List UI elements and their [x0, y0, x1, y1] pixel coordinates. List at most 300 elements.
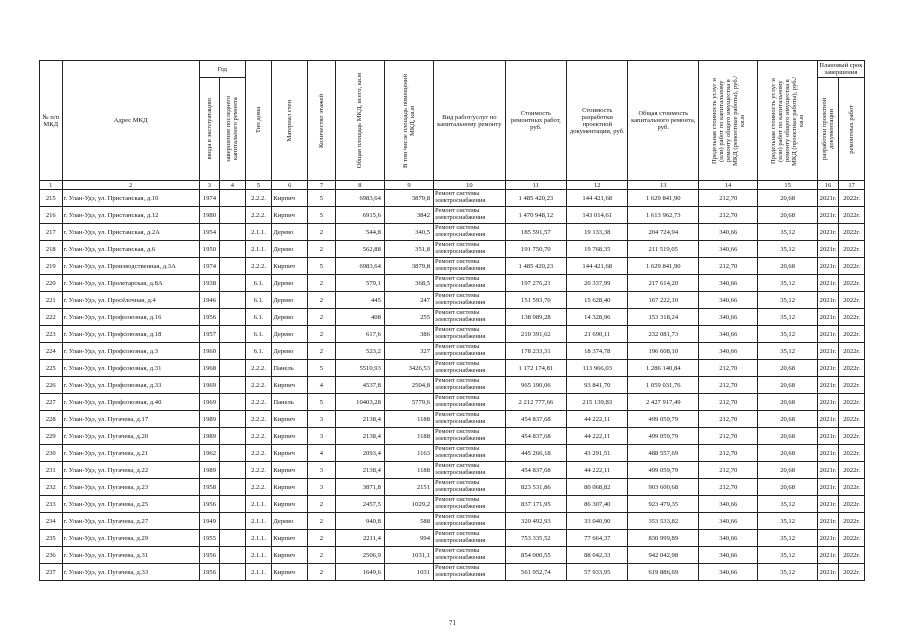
cell-floors: 3: [308, 411, 336, 428]
cell-max-design-cost: 20,68: [758, 462, 817, 479]
column-number: 11: [505, 181, 566, 190]
cell-total-cost: 1 629 841,90: [628, 190, 699, 207]
cell-design-cost: 77 664,37: [567, 530, 628, 547]
cell-wall-material: Кирпич: [272, 496, 308, 513]
cell-total-area: 408: [335, 309, 384, 326]
table-row: [40, 394, 865, 411]
cell-floors: 2: [308, 224, 336, 241]
cell-living-area: 3842: [384, 207, 433, 224]
cell-work-type: Ремонт системы электроснабжения: [434, 428, 506, 445]
cell-max-cost: 212,70: [699, 377, 758, 394]
cell-house-type: 2.2.2.: [245, 411, 272, 428]
cell-year-overhaul: [220, 309, 246, 326]
cell-design-cost: 144 421,68: [567, 190, 628, 207]
cell-year-overhaul: [220, 207, 246, 224]
cell-total-cost: 153 318,24: [628, 309, 699, 326]
cell-max-design-cost: 20,68: [758, 190, 817, 207]
cell-house-type: 6.1.: [245, 326, 272, 343]
cell-total-area: 10403,28: [335, 394, 384, 411]
cell-year-built: 1938: [199, 275, 219, 292]
cell-design-cost: 19 768,35: [567, 241, 628, 258]
column-number: 1: [40, 181, 63, 190]
header-num: № п/п МКД: [40, 61, 63, 181]
cell-deadline-design: 2021г.: [817, 224, 838, 241]
cell-year-built: 1974: [199, 258, 219, 275]
cell-year-overhaul: [220, 547, 246, 564]
cell-total-cost: 499 059,79: [628, 462, 699, 479]
cell-total-area: 6983,64: [335, 258, 384, 275]
cell-living-area: 3879,8: [384, 258, 433, 275]
cell-work-cost: 753 335,52: [505, 530, 566, 547]
cell-total-area: 6983,64: [335, 190, 384, 207]
cell-year-built: 1949: [199, 513, 219, 530]
cell-num: 220: [40, 275, 63, 292]
cell-address: г. Улан-Удэ, ул. Пугачева, д.33: [62, 564, 199, 581]
cell-max-cost: 212,70: [699, 479, 758, 496]
cell-wall-material: Дерево: [272, 275, 308, 292]
cell-num: 227: [40, 394, 63, 411]
cell-address: г. Улан-Удэ, ул. Пугачева, д.27: [62, 513, 199, 530]
cell-total-area: 1649,6: [335, 564, 384, 581]
cell-floors: 4: [308, 377, 336, 394]
cell-house-type: 2.2.2.: [245, 207, 272, 224]
cell-deadline-repair: 2022г.: [839, 479, 865, 496]
cell-living-area: 386: [384, 326, 433, 343]
cell-deadline-design: 2021г.: [817, 428, 838, 445]
cell-max-design-cost: 35,12: [758, 530, 817, 547]
cell-year-built: 1980: [199, 207, 219, 224]
cell-living-area: 1163: [384, 445, 433, 462]
cell-year-overhaul: [220, 479, 246, 496]
cell-max-cost: 212,70: [699, 445, 758, 462]
cell-work-cost: 965 190,06: [505, 377, 566, 394]
cell-max-cost: 212,70: [699, 411, 758, 428]
page-number: 71: [449, 619, 456, 627]
cell-design-cost: 44 222,11: [567, 428, 628, 445]
cell-wall-material: Кирпич: [272, 428, 308, 445]
cell-work-type: Ремонт системы электроснабжения: [434, 411, 506, 428]
cell-work-type: Ремонт системы электроснабжения: [434, 360, 506, 377]
cell-deadline-design: 2021г.: [817, 547, 838, 564]
cell-deadline-design: 2021г.: [817, 462, 838, 479]
column-number: 4: [220, 181, 246, 190]
cell-year-overhaul: [220, 326, 246, 343]
cell-address: г. Улан-Удэ, ул. Пугачева, д.20: [62, 428, 199, 445]
cell-year-overhaul: [220, 190, 246, 207]
cell-design-cost: 143 014,61: [567, 207, 628, 224]
cell-year-overhaul: [220, 411, 246, 428]
table-row: [40, 530, 865, 547]
cell-year-overhaul: [220, 445, 246, 462]
cell-total-area: 2138,4: [335, 428, 384, 445]
cell-total-area: 2138,4: [335, 411, 384, 428]
cell-floors: 2: [308, 564, 336, 581]
cell-year-built: 1955: [199, 530, 219, 547]
cell-max-cost: 340,66: [699, 275, 758, 292]
cell-living-area: 247: [384, 292, 433, 309]
cell-work-type: Ремонт системы электроснабжения: [434, 564, 506, 581]
cell-design-cost: 21 690,11: [567, 326, 628, 343]
cell-deadline-repair: 2022г.: [839, 343, 865, 360]
table-row: [40, 207, 865, 224]
table-row: [40, 411, 865, 428]
cell-floors: 2: [308, 513, 336, 530]
header-deadline-repair: ремонтных работ: [839, 78, 865, 181]
cell-max-cost: 340,66: [699, 241, 758, 258]
cell-house-type: 2.1.1.: [245, 530, 272, 547]
table-row: [40, 309, 865, 326]
cell-house-type: 6.1.: [245, 292, 272, 309]
cell-year-built: 1989: [199, 428, 219, 445]
cell-address: г. Улан-Удэ, ул. Профсоюзная, д.33: [62, 377, 199, 394]
cell-max-design-cost: 20,68: [758, 377, 817, 394]
cell-wall-material: Кирпич: [272, 445, 308, 462]
cell-deadline-design: 2021г.: [817, 496, 838, 513]
cell-work-cost: 1 470 948,12: [505, 207, 566, 224]
cell-address: г. Улан-Удэ, ул. Пристанская, д.6: [62, 241, 199, 258]
cell-design-cost: 215 139,83: [567, 394, 628, 411]
cell-address: г. Улан-Удэ, ул. Профсоюзная, д.40: [62, 394, 199, 411]
cell-deadline-repair: 2022г.: [839, 207, 865, 224]
cell-living-area: 351,8: [384, 241, 433, 258]
column-number: 16: [817, 181, 838, 190]
cell-house-type: 6.1.: [245, 343, 272, 360]
cell-deadline-design: 2021г.: [817, 513, 838, 530]
cell-total-cost: 217 614,20: [628, 275, 699, 292]
cell-year-built: 1960: [199, 343, 219, 360]
cell-wall-material: Кирпич: [272, 377, 308, 394]
cell-work-cost: 320 492,93: [505, 513, 566, 530]
cell-deadline-repair: 2022г.: [839, 258, 865, 275]
cell-deadline-repair: 2022г.: [839, 513, 865, 530]
header-deadline-group: Плановый срок завершения: [819, 62, 863, 76]
cell-year-built: 1969: [199, 377, 219, 394]
cell-floors: 2: [308, 343, 336, 360]
cell-num: 234: [40, 513, 63, 530]
cell-work-cost: 2 212 777,66: [505, 394, 566, 411]
header-work-type: Вид работ/услуг по капитальному ремонту: [434, 61, 506, 181]
cell-deadline-repair: 2022г.: [839, 564, 865, 581]
cell-work-cost: 837 171,95: [505, 496, 566, 513]
table-row: [40, 428, 865, 445]
document-page: [39, 60, 865, 581]
header-living-area: В том числе площадь помещений МКД, кв.м: [384, 61, 433, 181]
header-max-design-cost: Предельная стоимость услуг и (или) работ по капитальному ремонту общего имущества в МКД (проектные работы), руб./кв.м: [758, 61, 817, 181]
cell-num: 224: [40, 343, 63, 360]
cell-design-cost: 14 328,96: [567, 309, 628, 326]
cell-max-design-cost: 35,12: [758, 547, 817, 564]
cell-total-cost: 942 042,98: [628, 547, 699, 564]
cell-work-type: Ремонт системы электроснабжения: [434, 530, 506, 547]
table-row: [40, 360, 865, 377]
cell-num: 233: [40, 496, 63, 513]
cell-year-built: 1968: [199, 360, 219, 377]
cell-total-cost: 830 999,89: [628, 530, 699, 547]
cell-address: г. Улан-Удэ, ул. Профсоюзная, д.3: [62, 343, 199, 360]
cell-living-area: 3879,8: [384, 190, 433, 207]
cell-year-overhaul: [220, 496, 246, 513]
cell-year-overhaul: [220, 564, 246, 581]
cell-living-area: 3426,53: [384, 360, 433, 377]
cell-floors: 2: [308, 496, 336, 513]
header-total-area: Общая площадь МКД, всего, кв.м: [335, 61, 384, 181]
cell-num: 218: [40, 241, 63, 258]
cell-deadline-design: 2021г.: [817, 207, 838, 224]
cell-floors: 2: [308, 292, 336, 309]
cell-deadline-repair: 2022г.: [839, 309, 865, 326]
cell-deadline-repair: 2022г.: [839, 411, 865, 428]
cell-year-built: 1956: [199, 496, 219, 513]
cell-wall-material: Кирпич: [272, 411, 308, 428]
cell-deadline-design: 2021г.: [817, 411, 838, 428]
cell-work-cost: 197 276,21: [505, 275, 566, 292]
header-year-built: ввода в эксплуатацию: [199, 78, 219, 181]
cell-year-overhaul: [220, 513, 246, 530]
cell-house-type: 2.1.1.: [245, 224, 272, 241]
cell-address: г. Улан-Удэ, ул. Профсоюзная, д.16: [62, 309, 199, 326]
cell-address: г. Улан-Удэ, ул. Профсоюзная, д.18: [62, 326, 199, 343]
cell-max-design-cost: 35,12: [758, 309, 817, 326]
cell-living-area: 1031: [384, 564, 433, 581]
cell-year-built: 1969: [199, 394, 219, 411]
cell-total-cost: 2 427 917,49: [628, 394, 699, 411]
cell-max-cost: 340,66: [699, 513, 758, 530]
cell-design-cost: 86 307,40: [567, 496, 628, 513]
cell-wall-material: Дерево: [272, 343, 308, 360]
cell-house-type: 2.2.2.: [245, 360, 272, 377]
cell-wall-material: Кирпич: [272, 258, 308, 275]
cell-design-cost: 88 042,33: [567, 547, 628, 564]
cell-max-cost: 340,66: [699, 292, 758, 309]
table-row: [40, 241, 865, 258]
cell-work-cost: 454 837,68: [505, 411, 566, 428]
cell-deadline-design: 2021г.: [817, 258, 838, 275]
cell-address: г. Улан-Удэ, ул. Пугачева, д.17: [62, 411, 199, 428]
column-number: 5: [245, 181, 272, 190]
cell-address: г. Улан-Удэ, ул. Просёлочная, д.4: [62, 292, 199, 309]
cell-wall-material: Дерево: [272, 513, 308, 530]
cell-living-area: 368,5: [384, 275, 433, 292]
cell-max-design-cost: 35,12: [758, 224, 817, 241]
cell-max-design-cost: 20,68: [758, 428, 817, 445]
cell-max-design-cost: 20,68: [758, 394, 817, 411]
cell-wall-material: Дерево: [272, 309, 308, 326]
table-body: [40, 190, 865, 581]
cell-living-area: 255: [384, 309, 433, 326]
cell-work-cost: 138 989,28: [505, 309, 566, 326]
cell-wall-material: Кирпич: [272, 207, 308, 224]
cell-floors: 2: [308, 241, 336, 258]
cell-floors: 5: [308, 258, 336, 275]
cell-year-overhaul: [220, 224, 246, 241]
cell-house-type: 2.1.1.: [245, 513, 272, 530]
cell-deadline-design: 2021г.: [817, 326, 838, 343]
cell-total-cost: 923 479,35: [628, 496, 699, 513]
cell-total-cost: 1 286 140,84: [628, 360, 699, 377]
cell-floors: 3: [308, 479, 336, 496]
cell-design-cost: 113 966,03: [567, 360, 628, 377]
cell-house-type: 2.2.2.: [245, 394, 272, 411]
cell-house-type: 2.2.2.: [245, 258, 272, 275]
cell-total-area: 544,8: [335, 224, 384, 241]
cell-address: г. Улан-Удэ, ул. Пугачева, д.29: [62, 530, 199, 547]
cell-total-cost: 488 557,69: [628, 445, 699, 462]
cell-living-area: 1031,1: [384, 547, 433, 564]
cell-design-cost: 43 291,51: [567, 445, 628, 462]
cell-num: 229: [40, 428, 63, 445]
cell-work-type: Ремонт системы электроснабжения: [434, 445, 506, 462]
cell-total-area: 617,6: [335, 326, 384, 343]
cell-total-cost: 196 608,10: [628, 343, 699, 360]
cell-wall-material: Дерево: [272, 241, 308, 258]
cell-year-overhaul: [220, 275, 246, 292]
cell-deadline-repair: 2022г.: [839, 190, 865, 207]
cell-num: 225: [40, 360, 63, 377]
cell-living-area: 327: [384, 343, 433, 360]
cell-design-cost: 33 040,90: [567, 513, 628, 530]
cell-deadline-repair: 2022г.: [839, 462, 865, 479]
cell-living-area: 340,5: [384, 224, 433, 241]
cell-floors: 2: [308, 275, 336, 292]
cell-num: 230: [40, 445, 63, 462]
cell-deadline-repair: 2022г.: [839, 360, 865, 377]
cell-address: г. Улан-Удэ, ул. Пугачева, д.23: [62, 479, 199, 496]
cell-wall-material: Дерево: [272, 224, 308, 241]
cell-wall-material: Кирпич: [272, 462, 308, 479]
cell-total-area: 2457,5: [335, 496, 384, 513]
table-row: [40, 190, 865, 207]
cell-deadline-repair: 2022г.: [839, 275, 865, 292]
cell-total-cost: 167 222,10: [628, 292, 699, 309]
column-number-row: [40, 181, 865, 190]
cell-work-cost: 191 750,70: [505, 241, 566, 258]
cell-work-cost: 1 485 420,23: [505, 258, 566, 275]
cell-floors: 2: [308, 326, 336, 343]
column-number: 17: [839, 181, 865, 190]
cell-total-area: 6915,6: [335, 207, 384, 224]
cell-year-overhaul: [220, 530, 246, 547]
cell-max-design-cost: 35,12: [758, 564, 817, 581]
cell-num: 228: [40, 411, 63, 428]
cell-num: 235: [40, 530, 63, 547]
cell-max-design-cost: 35,12: [758, 326, 817, 343]
cell-year-overhaul: [220, 462, 246, 479]
cell-deadline-repair: 2022г.: [839, 445, 865, 462]
cell-max-design-cost: 20,68: [758, 360, 817, 377]
cell-max-design-cost: 35,12: [758, 241, 817, 258]
cell-living-area: 1029,2: [384, 496, 433, 513]
cell-deadline-design: 2021г.: [817, 309, 838, 326]
cell-work-type: Ремонт системы электроснабжения: [434, 258, 506, 275]
cell-max-cost: 212,70: [699, 190, 758, 207]
cell-wall-material: Кирпич: [272, 530, 308, 547]
table-row: [40, 275, 865, 292]
cell-work-type: Ремонт системы электроснабжения: [434, 275, 506, 292]
cell-house-type: 2.2.2.: [245, 377, 272, 394]
column-number: 9: [384, 181, 433, 190]
cell-wall-material: Панель: [272, 360, 308, 377]
cell-year-overhaul: [220, 394, 246, 411]
cell-design-cost: 144 421,68: [567, 258, 628, 275]
cell-year-built: 1946: [199, 292, 219, 309]
cell-deadline-design: 2021г.: [817, 275, 838, 292]
cell-house-type: 2.1.1.: [245, 496, 272, 513]
cell-year-overhaul: [220, 241, 246, 258]
cell-max-cost: 340,66: [699, 343, 758, 360]
column-number: 6: [272, 181, 308, 190]
table-row: [40, 343, 865, 360]
cell-total-cost: 1 613 962,73: [628, 207, 699, 224]
cell-total-area: 523,2: [335, 343, 384, 360]
cell-work-type: Ремонт системы электроснабжения: [434, 309, 506, 326]
cell-num: 216: [40, 207, 63, 224]
cell-address: г. Улан-Удэ, ул. Пристанская, д.2А: [62, 224, 199, 241]
cell-year-overhaul: [220, 428, 246, 445]
cell-deadline-design: 2021г.: [817, 479, 838, 496]
cell-floors: 2: [308, 309, 336, 326]
cell-house-type: 2.1.1.: [245, 564, 272, 581]
cell-work-type: Ремонт системы электроснабжения: [434, 343, 506, 360]
cell-deadline-design: 2021г.: [817, 377, 838, 394]
cell-work-cost: 151 593,70: [505, 292, 566, 309]
header-year-overhaul: завершения последнего капитального ремонта: [220, 78, 246, 181]
cell-house-type: 2.2.2.: [245, 462, 272, 479]
cell-num: 236: [40, 547, 63, 564]
cell-work-cost: 854 000,55: [505, 547, 566, 564]
cell-design-cost: 57 933,95: [567, 564, 628, 581]
cell-house-type: 2.2.2.: [245, 479, 272, 496]
cell-house-type: 2.1.1.: [245, 241, 272, 258]
cell-total-area: 562,88: [335, 241, 384, 258]
cell-design-cost: 20 337,99: [567, 275, 628, 292]
header-design-cost: Стоимость разработки проектной документации, руб.: [567, 61, 628, 181]
cell-max-cost: 340,66: [699, 547, 758, 564]
cell-num: 217: [40, 224, 63, 241]
cell-living-area: 2504,8: [384, 377, 433, 394]
cell-total-area: 3871,8: [335, 479, 384, 496]
column-number: 10: [434, 181, 506, 190]
cell-year-built: 1958: [199, 479, 219, 496]
cell-year-built: 1962: [199, 445, 219, 462]
cell-deadline-repair: 2022г.: [839, 547, 865, 564]
cell-house-type: 2.1.1.: [245, 547, 272, 564]
table-row: [40, 292, 865, 309]
header-max-cost: Предельная стоимость услуг и (или) работ по капитальному ремонту общего имущества в МКД (ремонтные работы), руб./кв.м: [699, 61, 758, 181]
table-row: [40, 445, 865, 462]
cell-year-overhaul: [220, 292, 246, 309]
header-floors: Количество этажей: [308, 61, 336, 181]
cell-living-area: 1188: [384, 411, 433, 428]
cell-address: г. Улан-Удэ, ул. Пристанская, д.12: [62, 207, 199, 224]
cell-work-cost: 823 531,86: [505, 479, 566, 496]
column-number: 3: [199, 181, 219, 190]
cell-max-cost: 212,70: [699, 258, 758, 275]
cell-total-area: 4537,8: [335, 377, 384, 394]
cell-work-type: Ремонт системы электроснабжения: [434, 513, 506, 530]
cell-max-cost: 340,66: [699, 496, 758, 513]
cell-living-area: 588: [384, 513, 433, 530]
cell-total-area: 5510,93: [335, 360, 384, 377]
header-wall-material: Материал стен: [272, 61, 308, 181]
cell-max-design-cost: 35,12: [758, 292, 817, 309]
cell-total-cost: 1 059 031,76: [628, 377, 699, 394]
cell-work-type: Ремонт системы электроснабжения: [434, 547, 506, 564]
cell-living-area: 2151: [384, 479, 433, 496]
header-deadline-design: разработки проектной документации: [817, 78, 838, 181]
column-number: 12: [567, 181, 628, 190]
cell-house-type: 2.2.2.: [245, 190, 272, 207]
cell-living-area: 1188: [384, 462, 433, 479]
